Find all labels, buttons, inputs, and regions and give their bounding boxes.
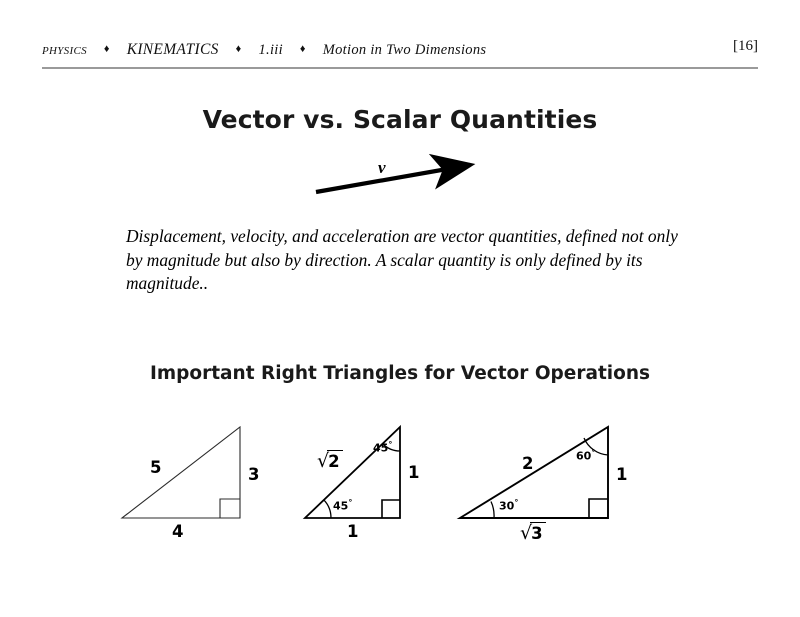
breadcrumb-separator-icon: ♦: [103, 43, 110, 55]
triangle-figure-454590: [295, 410, 425, 560]
breadcrumb-item-unit: KINEMATICS: [126, 41, 219, 58]
triangle-345-base-label: 4: [172, 522, 184, 541]
triangle-454590-icon: [295, 410, 425, 560]
vector-arrow-figure: [290, 140, 510, 210]
radical-sign-icon: √: [317, 450, 330, 472]
section-title: Important Right Triangles for Vector Operations: [149, 363, 651, 384]
breadcrumb-item-topic: Motion in Two Dimensions: [322, 42, 487, 58]
degree-symbol: °: [348, 498, 353, 507]
triangle-306090-angle-top-label: 60°: [576, 448, 596, 463]
page-number: [16]: [733, 38, 758, 54]
degree-symbol: °: [591, 448, 596, 457]
degree-symbol: °: [388, 440, 393, 449]
breadcrumb-item-section-number: 1.iii: [258, 42, 283, 58]
triangle-454590-vertical-label: 1: [408, 463, 420, 482]
vector-arrow-icon: [290, 140, 510, 210]
triangle-345-hypotenuse-label: 5: [150, 458, 162, 477]
breadcrumb-item-subject: physics: [42, 41, 87, 58]
triangle-figures: [0, 410, 800, 570]
breadcrumb-separator-icon: ♦: [235, 43, 242, 55]
triangle-454590-angle-top-label: 45°: [373, 440, 393, 455]
triangle-345-vertical-label: 3: [248, 465, 260, 484]
triangle-figure-345: [105, 410, 280, 560]
breadcrumb: [42, 41, 486, 59]
triangle-figure-306090: [450, 410, 650, 560]
triangle-306090-radicand: 3: [530, 522, 545, 543]
breadcrumb-separator-icon: ♦: [299, 43, 306, 55]
degree-symbol: °: [514, 498, 519, 507]
triangle-454590-angle-bottom-label: 45°: [333, 498, 353, 513]
triangle-345-icon: [105, 410, 280, 560]
vector-label: v: [378, 158, 386, 177]
triangle-306090-icon: [450, 410, 650, 560]
triangle-306090-hypotenuse-label: 2: [522, 454, 534, 473]
radical-sign-icon: √: [520, 522, 533, 544]
triangle-306090-base-label: [520, 522, 546, 544]
body-paragraph: Displacement, velocity, and acceleration are vector quantities, defined not only by magnitude but also by direction. A scalar quantity is only defined by its magnitude..: [126, 226, 678, 293]
triangle-306090-angle-bottom-label: 30°: [499, 498, 519, 513]
triangle-306090-vertical-label: 1: [616, 465, 628, 484]
page-title: Vector vs. Scalar Quantities: [202, 105, 598, 134]
triangle-454590-hypotenuse-label: [317, 450, 343, 472]
header-divider: [42, 67, 758, 69]
triangle-454590-base-label: 1: [347, 522, 359, 541]
page-header: [42, 38, 758, 67]
triangle-454590-radicand: 2: [327, 450, 342, 471]
